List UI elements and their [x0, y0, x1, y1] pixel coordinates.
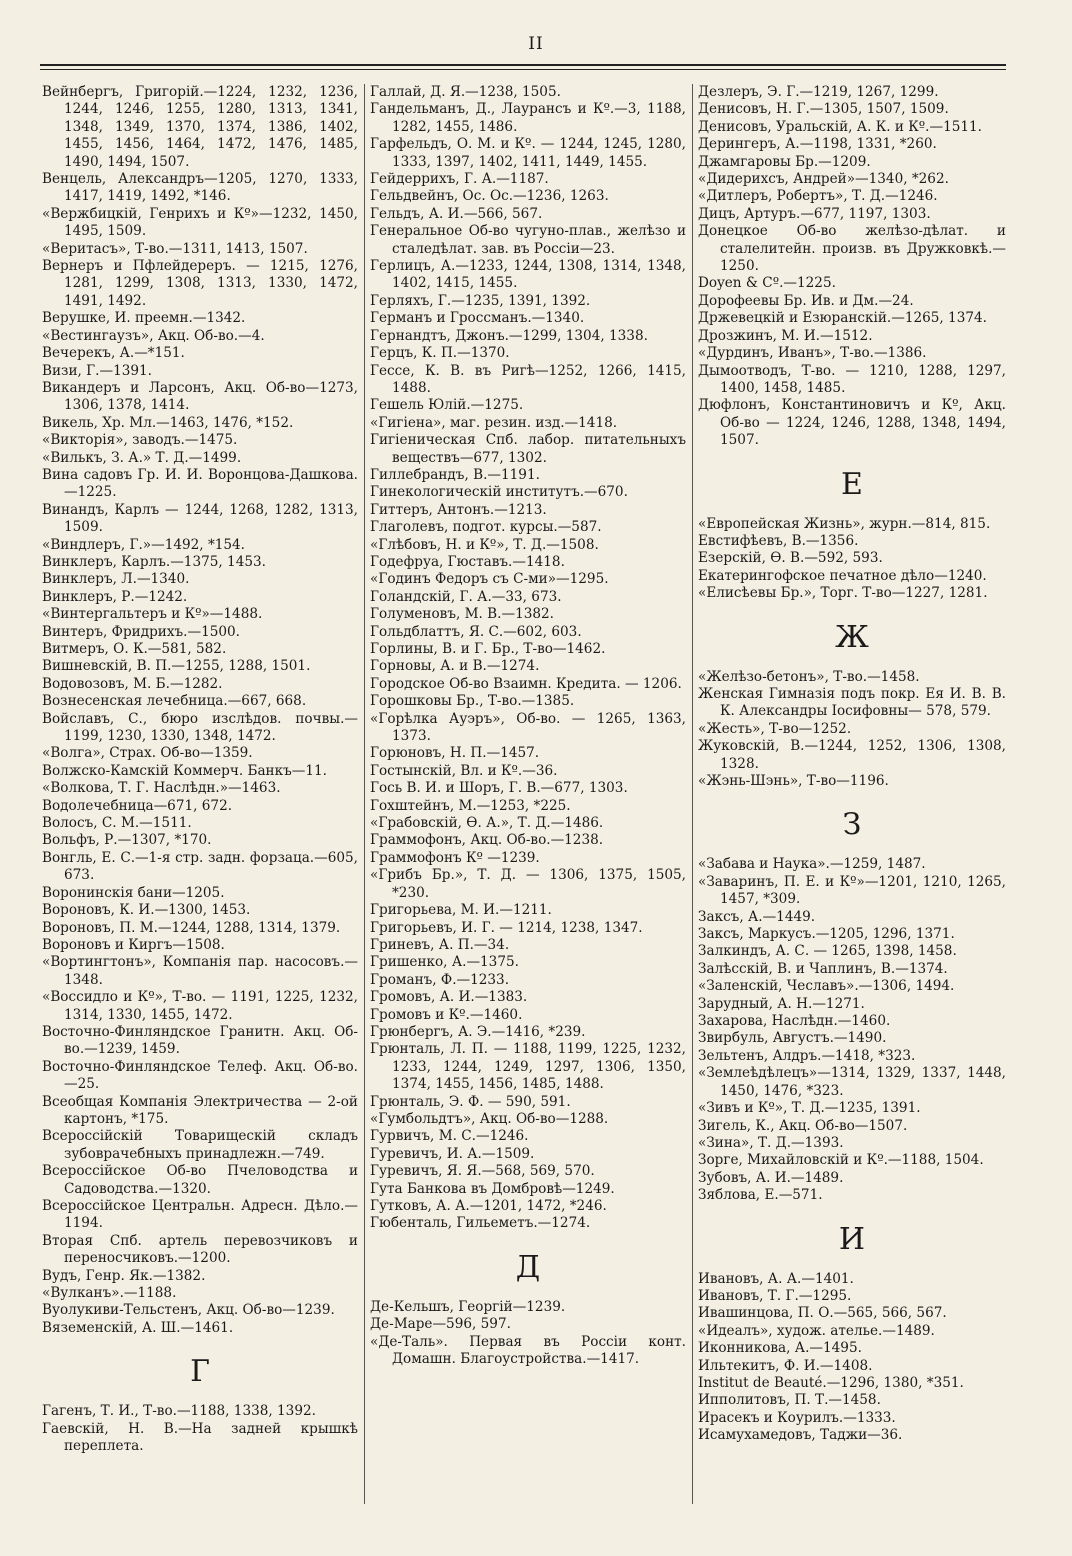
- index-entry: Гейдеррихъ, Г. А.—1187.: [370, 171, 549, 188]
- index-entry: «Виндлеръ, Г.»—1492, *154.: [42, 536, 246, 553]
- column-divider: [364, 84, 365, 1504]
- index-entry: Герляхъ, Г.—1235, 1391, 1392.: [370, 292, 591, 309]
- index-entry: Вторая Спб. артель перевозчиковъ и переносчиковъ.—1200.: [42, 1232, 358, 1267]
- index-entry: Заксъ, Маркусъ.—1205, 1296, 1371.: [698, 926, 955, 943]
- index-entry: Винандъ, Карлъ — 1244, 1268, 1282, 1313, 1509.: [42, 501, 358, 536]
- index-entry: Ивашинцова, П. О.—565, 566, 567.: [698, 1305, 947, 1322]
- index-entry: Восточно-Финляндское Гранитн. Акц. Об-во.—1239, 1459.: [42, 1023, 358, 1058]
- index-entry: Граммофонъ, Акц. Об-во.—1238.: [370, 832, 604, 849]
- index-entry: Вяземенскій, А. Ш.—1461.: [42, 1319, 234, 1336]
- index-entry: Дюфлонъ, Константиновичъ и Кº, Акц. Об-во — 1224, 1246, 1288, 1348, 1494, 1507.: [698, 397, 1006, 449]
- index-entry: Зубовъ, А. И.—1489.: [698, 1169, 844, 1186]
- index-entry: Екатерингофское печатное дѣло—1240.: [698, 567, 987, 584]
- index-entry: Гута Банкова въ Домбровѣ—1249.: [370, 1180, 615, 1197]
- index-entry: Ирасекъ и Коурилъ.—1333.: [698, 1409, 896, 1426]
- index-entry: «Заваринъ, П. Е. и Кº»—1201, 1210, 1265, 1457, *309.: [698, 873, 1006, 908]
- index-entry: Гигіеническая Спб. лабор. питательныхъ веществъ—677, 1302.: [370, 432, 686, 466]
- index-entry: Гагенъ, Т. И., Т-во.—1188, 1338, 1392.: [42, 1403, 316, 1420]
- index-columns: [42, 84, 1006, 1534]
- index-entry: «Елисѣевы Бр.», Торг. Т-во—1227, 1281.: [698, 585, 988, 602]
- index-entry: «Волга», Страх. Об-во—1359.: [42, 745, 253, 762]
- index-entry: Гостынскій, Вл. и Кº.—36.: [370, 762, 558, 779]
- index-entry: Денисовъ, Уральскій, А. К. и Кº.—1511.: [698, 118, 983, 135]
- index-entry: «Вулканъ».—1188.: [42, 1285, 177, 1302]
- index-entry: Громовъ, А. И.—1383.: [370, 989, 528, 1006]
- index-entry: «Желѣзо-бетонъ», Т-во.—1458.: [698, 668, 920, 685]
- section-letter-zh: Ж: [835, 619, 869, 655]
- entry-list-d: [370, 1299, 686, 1369]
- index-entry: Винтеръ, Фридрихъ.—1500.: [42, 623, 240, 640]
- index-entry: «Грабовскій, Ѳ. А.», Т. Д.—1486.: [370, 815, 604, 832]
- index-entry: «Дитлеръ, Робертъ», Т. Д.—1246.: [698, 188, 938, 205]
- index-entry: Зяблова, Е.—571.: [698, 1187, 823, 1204]
- index-entry: Герлицъ, А.—1233, 1244, 1308, 1314, 1348, 1402, 1415, 1455.: [370, 258, 686, 292]
- index-entry: «Забава и Наука».—1259, 1487.: [698, 856, 926, 873]
- index-entry: Залкиндъ, А. С. — 1265, 1398, 1458.: [698, 943, 957, 960]
- index-entry: Женская Гимназія подъ покр. Ея И. В. В. К. Александры Іосифовны— 578, 579.: [698, 685, 1006, 720]
- index-entry: Грюнталь, Л. П. — 1188, 1199, 1225, 1232, 1233, 1244, 1249, 1297, 1306, 1350, 1374, 1455, 1456, 1485, 1488.: [370, 1041, 686, 1093]
- index-entry: Горюновъ, Н. П.—1457.: [370, 745, 540, 762]
- index-entry: «Веритасъ», Т-во.—1311, 1413, 1507.: [42, 240, 308, 257]
- index-entry: Водолечебница—671, 672.: [42, 797, 233, 814]
- index-entry: Зельтенъ, Алдръ.—1418, *323.: [698, 1047, 916, 1064]
- column-1: [42, 84, 358, 1534]
- index-entry: Зорге, Михайловскій и Кº.—1188, 1504.: [698, 1152, 984, 1169]
- index-entry: Де-Маре—596, 597.: [370, 1316, 511, 1333]
- index-entry: Волосъ, С. М.—1511.: [42, 815, 192, 832]
- index-entry: Всеобщая Компанія Электричества — 2-ой картонъ, *175.: [42, 1093, 358, 1127]
- index-entry: Гурвичъ, М. С.—1246.: [370, 1128, 529, 1145]
- entry-list-d2: [698, 84, 1006, 450]
- index-entry: Гюбенталь, Гильеметъ.—1274.: [370, 1215, 591, 1232]
- index-entry: Institut de Beauté.—1296, 1380, *351.: [698, 1374, 964, 1391]
- index-entry: Восточно-Финляндское Телеф. Акц. Об-во.—25.: [42, 1058, 358, 1093]
- section-letter-g: Г: [190, 1354, 210, 1390]
- index-entry: Жуковскій, В.—1244, 1252, 1306, 1308, 1328.: [698, 738, 1006, 772]
- index-entry: «Викторія», заводъ.—1475.: [42, 432, 238, 449]
- index-entry: Евстифѣевъ, В.—1356.: [698, 532, 859, 549]
- index-entry: Вороновъ, К. И.—1300, 1453.: [42, 902, 251, 919]
- index-entry: «Глѣбовъ, Н. и Кº», Т. Д.—1508.: [370, 536, 599, 553]
- index-entry: «Заленскій, Чеславъ».—1306, 1494.: [698, 978, 955, 995]
- index-entry: Громовъ и Кº.—1460.: [370, 1006, 523, 1023]
- index-entry: «Вилькъ, З. А.» Т. Д.—1499.: [42, 449, 242, 466]
- index-entry: Гельдъ, А. И.—566, 567.: [370, 205, 543, 222]
- index-entry: Григорьевъ, И. Г. — 1214, 1238, 1347.: [370, 919, 643, 936]
- index-entry: Зигель, К., Акц. Об-во—1507.: [698, 1117, 908, 1134]
- entry-list-g: [42, 1403, 358, 1455]
- index-entry: Држевецкій и Езюранскій.—1265, 1374.: [698, 310, 987, 327]
- index-entry: Джамгаровы Бр.—1209.: [698, 153, 871, 170]
- index-entry: Гиллебрандъ, В.—1191.: [370, 466, 540, 483]
- index-entry: Донецкое Об-во желѣзо-дѣлат. и сталелитейн. произв. въ Дружковкѣ.—1250.: [698, 223, 1006, 275]
- index-entry: Водовозовъ, М. Б.—1282.: [42, 675, 223, 692]
- index-entry: «Грибъ Бр.», Т. Д. — 1306, 1375, 1505, *230.: [370, 867, 686, 901]
- index-entry: «Зивъ и Кº», Т. Д.—1235, 1391.: [698, 1100, 921, 1117]
- index-entry: Всероссійскій Товарищескій складъ зубоврачебныхъ принадлежн.—749.: [42, 1128, 358, 1162]
- index-entry: Захарова, Наслѣдн.—1460.: [698, 1013, 891, 1030]
- index-entry: Ипполитовъ, П. Т.—1458.: [698, 1392, 881, 1409]
- section-letter-i: И: [838, 1221, 866, 1257]
- index-entry: Вудъ, Генр. Як.—1382.: [42, 1267, 206, 1284]
- column-3: [698, 84, 1006, 1534]
- index-entry: Зарудный, А. Н.—1271.: [698, 995, 865, 1012]
- index-entry: Звирбуль, Августъ.—1490.: [698, 1030, 887, 1047]
- index-entry: Дезлеръ, Э. Г.—1219, 1267, 1299.: [698, 84, 939, 100]
- index-entry: Глаголевъ, подгот. курсы.—587.: [370, 519, 602, 536]
- section-letter-e: Е: [841, 466, 863, 502]
- index-entry: Ивановъ, А. А.—1401.: [698, 1270, 854, 1287]
- index-entry: Гуревичъ, И. А.—1509.: [370, 1145, 535, 1162]
- index-entry: Вознесенская лечебница.—667, 668.: [42, 693, 307, 710]
- index-entry: Дерингеръ, А.—1198, 1331, *260.: [698, 136, 937, 153]
- index-entry: Вонгль, Е. С.—1-я стр. задн. форзаца.—605, 673.: [42, 849, 358, 884]
- index-entry: Гинекологическій институтъ.—670.: [370, 484, 628, 501]
- index-entry: Гиттеръ, Антонъ.—1213.: [370, 501, 547, 518]
- index-entry: Гохштейнъ, М.—1253, *225.: [370, 797, 571, 814]
- index-entry: Де-Кельшъ, Георгій—1239.: [370, 1298, 566, 1315]
- index-entry: Вина садовъ Гр. И. И. Воронцова-Дашкова.—1225.: [42, 466, 358, 501]
- entry-list-v: [42, 84, 358, 1337]
- index-entry: «Землеѣдѣлецъ»—1314, 1329, 1337, 1448, 1450, 1476, *323.: [698, 1065, 1006, 1099]
- index-entry: Горошковы Бр., Т-во.—1385.: [370, 693, 575, 710]
- entry-list-zh: [698, 669, 1006, 791]
- index-entry: Гельдвейнъ, Ос. Ос.—1236, 1263.: [370, 188, 609, 205]
- index-entry: «Де-Таль». Первая въ Россіи конт. Домашн. Благоустройства.—1417.: [370, 1333, 686, 1368]
- index-entry: Заксъ, А.—1449.: [698, 908, 816, 925]
- index-entry: Гернандтъ, Джонъ.—1299, 1304, 1338.: [370, 327, 648, 344]
- index-entry: Винклеръ, Л.—1340.: [42, 571, 190, 588]
- index-entry: Войславъ, С., бюро изслѣдов. почвы.—1199, 1230, 1330, 1348, 1472.: [42, 710, 358, 745]
- index-entry: Герцъ, К. П.—1370.: [370, 345, 510, 362]
- index-entry: Винклеръ, Карлъ.—1375, 1453.: [42, 553, 266, 570]
- index-entry: Вольфъ, Р.—1307, *170.: [42, 832, 212, 849]
- index-entry: Всероссійское Об-во Пчеловодства и Садоводства.—1320.: [42, 1163, 358, 1197]
- index-entry: Горлины, В. и Г. Бр., Т-во—1462.: [370, 641, 606, 657]
- index-entry: Езерскій, Ѳ. В.—592, 593.: [698, 550, 883, 567]
- index-entry: Гаевскій, Н. В.—На задней крышкѣ переплета.: [42, 1420, 358, 1455]
- entry-list-i: [698, 1271, 1006, 1445]
- index-entry: Денисовъ, Н. Г.—1305, 1507, 1509.: [698, 101, 949, 118]
- index-entry: Грюнталь, Э. Ф. — 590, 591.: [370, 1093, 571, 1110]
- index-entry: Гось В. И. и Шоръ, Г. В.—677, 1303.: [370, 780, 628, 797]
- index-entry: Дрозжинъ, М. И.—1512.: [698, 327, 873, 344]
- index-entry: Дорофеевы Бр. Ив. и Дм.—24.: [698, 292, 914, 309]
- index-entry: Гарфельдъ, О. М. и Кº. — 1244, 1245, 1280, 1333, 1397, 1402, 1411, 1449, 1455.: [370, 136, 686, 170]
- index-entry: Гессе, К. В. въ Ригѣ—1252, 1266, 1415, 1488.: [370, 362, 686, 396]
- index-entry: Вечерекъ, А.—*151.: [42, 345, 185, 362]
- index-entry: Витмеръ, О. К.—581, 582.: [42, 641, 227, 657]
- index-entry: Викандеръ и Ларсонъ, Акц. Об-во—1273, 1306, 1378, 1414.: [42, 379, 358, 414]
- index-entry: Дицъ, Артуръ.—677, 1197, 1303.: [698, 205, 931, 222]
- index-entry: «Горѣлка Ауэръ», Об-во. — 1265, 1363, 1373.: [370, 710, 686, 745]
- index-entry: Гандельманъ, Д., Лаурансъ и Кº.—3, 1188, 1282, 1455, 1486.: [370, 101, 686, 135]
- index-entry: Вороновъ и Киргъ—1508.: [42, 936, 225, 953]
- index-entry: «Дидерихсъ, Андрей»—1340, *262.: [698, 171, 949, 188]
- index-entry: «Гумбольдтъ», Акц. Об-во—1288.: [370, 1110, 609, 1127]
- column-divider: [692, 84, 693, 1504]
- index-entry: Венцель, Александръ—1205, 1270, 1333, 1417, 1419, 1492, *146.: [42, 171, 358, 205]
- index-entry: «Вортингтонъ», Компанія пар. насосовъ.—1348.: [42, 954, 358, 988]
- index-entry: Германъ и Гроссманъ.—1340.: [370, 310, 585, 327]
- section-letter-z: З: [842, 807, 862, 843]
- section-letter-d: Д: [515, 1249, 541, 1285]
- index-entry: Гуревичъ, Я. Я.—568, 569, 570.: [370, 1163, 595, 1180]
- index-entry: Исамухамедовъ, Таджи—36.: [698, 1427, 903, 1444]
- index-entry: Иконникова, А.—1495.: [698, 1340, 862, 1357]
- index-entry: Воронинскія бани—1205.: [42, 884, 225, 901]
- entry-list-g2: [370, 84, 686, 1233]
- index-entry: Вейнбергъ, Григорій.—1224, 1232, 1236, 1244, 1246, 1255, 1280, 1313, 1341, 1348, 1349, 1370, 1374, 1386, 1402, 1455, 1456, 1464, 1472, 1476, 1485, 1490, 1494, 1507.: [42, 84, 358, 170]
- index-entry: Дымоотводъ, Т-во. — 1210, 1288, 1297, 1400, 1458, 1485.: [698, 362, 1006, 396]
- index-entry: Doyen & Cº.—1225.: [698, 275, 836, 292]
- index-entry: «Гигіена», маг. резин. изд.—1418.: [370, 414, 618, 431]
- index-entry: Гешель Юлій.—1275.: [370, 397, 524, 414]
- index-entry: Вуолукиви-Тельстенъ, Акц. Об-во—1239.: [42, 1302, 335, 1319]
- index-entry: «Идеалъ», худож. ателье.—1489.: [698, 1322, 935, 1339]
- entry-list-z: [698, 856, 1006, 1204]
- index-entry: Граммофонъ Кº —1239.: [370, 849, 540, 866]
- index-entry: «Годинъ Федоръ съ С-ми»—1295.: [370, 571, 609, 588]
- index-entry: «Жесть», Т-во—1252.: [698, 720, 852, 737]
- index-entry: «Волкова, Т. Г. Наслѣдн.»—1463.: [42, 780, 281, 797]
- index-entry: Горновы, А. и В.—1274.: [370, 658, 540, 675]
- index-entry: Генеральное Об-во чугуно-плав., желѣзо и сталедѣлат. зав. въ Россіи—23.: [370, 223, 686, 257]
- index-entry: Всероссійское Центральн. Адресн. Дѣло.—1194.: [42, 1198, 358, 1232]
- index-entry: Грюнбергъ, А. Э.—1416, *239.: [370, 1023, 586, 1040]
- page-number: II: [528, 34, 544, 54]
- index-entry: Гриневъ, А. П.—34.: [370, 936, 510, 953]
- index-entry: Гришенко, А.—1375.: [370, 954, 519, 971]
- entry-list-e: [698, 516, 1006, 603]
- index-entry: «Зина», Т. Д.—1393.: [698, 1134, 844, 1151]
- index-entry: «Европейская Жизнь», журн.—814, 815.: [698, 515, 991, 532]
- index-entry: Гутковъ, А. А.—1201, 1472, *246.: [370, 1198, 607, 1214]
- index-entry: Годефруа, Гюставъ.—1418.: [370, 553, 565, 570]
- index-entry: Викель, Хр. Мл.—1463, 1476, *152.: [42, 414, 294, 431]
- index-entry: Галлай, Д. Я.—1238, 1505.: [370, 84, 561, 100]
- index-entry: Григорьева, М. И.—1211.: [370, 902, 552, 919]
- index-entry: Ивановъ, Т. Г.—1295.: [698, 1287, 852, 1304]
- index-entry: Гольдблаттъ, Я. С.—602, 603.: [370, 623, 582, 640]
- index-entry: «Вестингаузъ», Акц. Об-во.—4.: [42, 327, 265, 344]
- index-entry: Голандскій, Г. А.—33, 673.: [370, 588, 562, 605]
- index-entry: «Дурдинъ, Иванъ», Т-во.—1386.: [698, 345, 927, 362]
- index-entry: Визи, Г.—1391.: [42, 362, 152, 379]
- index-entry: Ильтекитъ, Ф. И.—1408.: [698, 1357, 873, 1374]
- index-entry: Голуменовъ, М. В.—1382.: [370, 606, 555, 623]
- index-entry: Вишневскій, В. П.—1255, 1288, 1501.: [42, 658, 311, 675]
- index-entry: «Винтергальтеръ и Кº»—1488.: [42, 606, 263, 623]
- header-rule: [40, 64, 1006, 70]
- index-entry: Залѣсскій, В. и Чаплинъ, В.—1374.: [698, 960, 948, 977]
- index-entry: Винклеръ, Р.—1242.: [42, 588, 188, 605]
- index-entry: Вернеръ и Пфлейдереръ. — 1215, 1276, 1281, 1299, 1308, 1313, 1330, 1472, 1491, 1492.: [42, 258, 358, 309]
- index-entry: Громанъ, Ф.—1233.: [370, 971, 510, 988]
- index-entry: Верушке, И. преемн.—1342.: [42, 310, 246, 327]
- index-entry: Волжско-Камскій Коммерч. Банкъ—11.: [42, 762, 327, 779]
- index-entry: «Жэнь-Шэнь», Т-во—1196.: [698, 773, 889, 789]
- index-entry: Городское Об-во Взаимн. Кредита. — 1206.: [370, 675, 682, 692]
- column-2: [370, 84, 686, 1534]
- index-entry: «Вержбицкій, Генрихъ и Кº»—1232, 1450, 1495, 1509.: [42, 205, 358, 240]
- index-entry: «Воссидло и Кº», Т-во. — 1191, 1225, 1232, 1314, 1330, 1455, 1472.: [42, 989, 358, 1023]
- index-entry: Вороновъ, П. М.—1244, 1288, 1314, 1379.: [42, 919, 341, 936]
